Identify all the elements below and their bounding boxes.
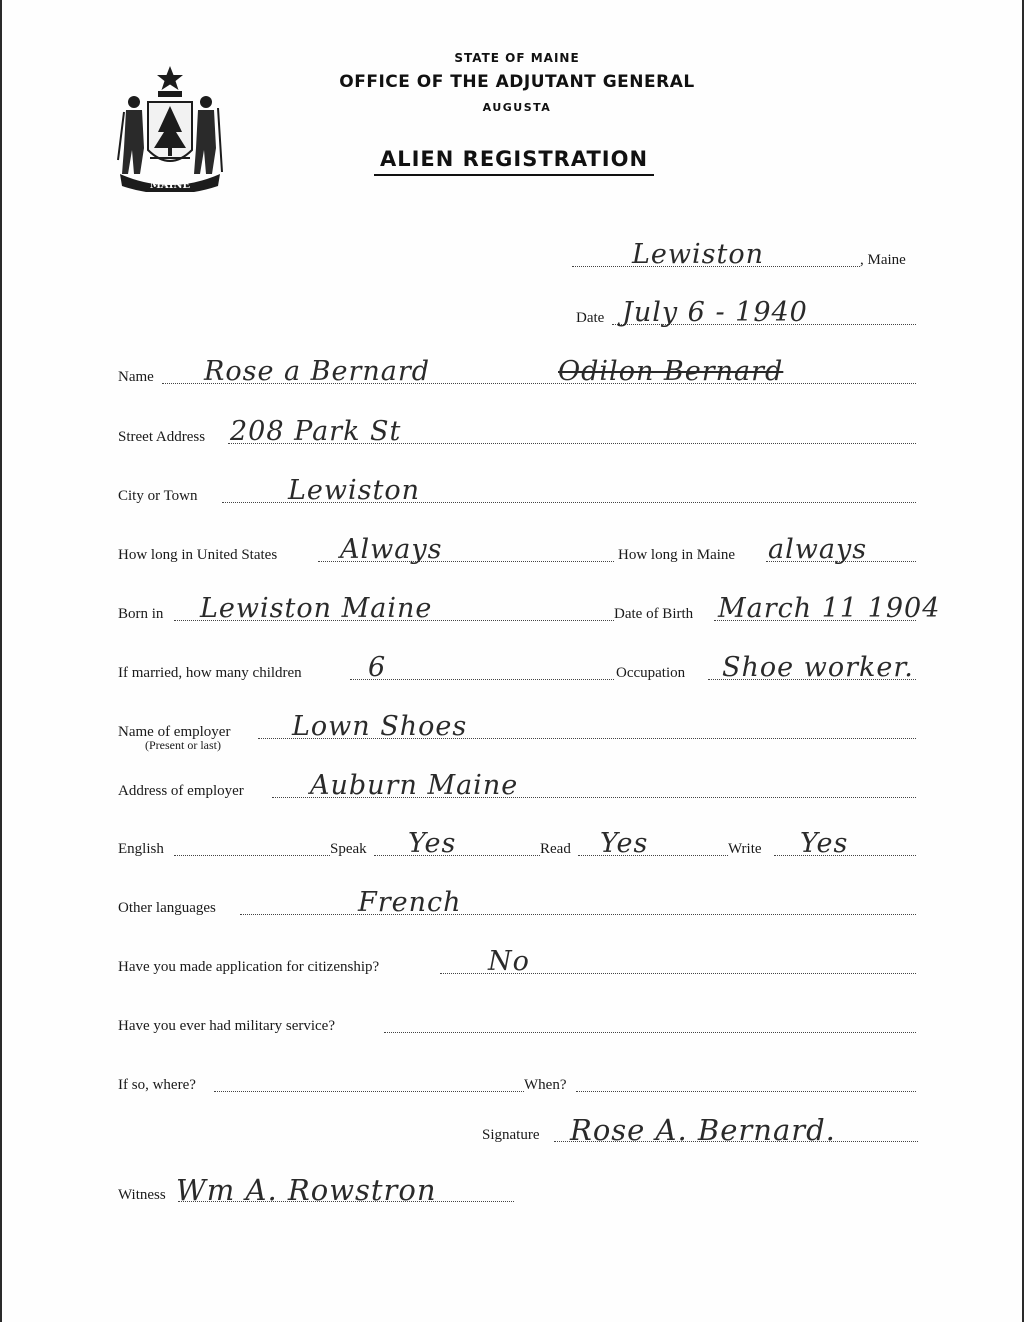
military-label: Have you ever had military service? — [118, 1018, 335, 1034]
date-label: Date — [576, 310, 605, 326]
english-dots — [174, 855, 330, 856]
speak-value[interactable]: Yes — [408, 828, 457, 859]
name-label: Name — [118, 369, 154, 385]
where-dots — [214, 1091, 524, 1092]
born-in-label: Born in — [118, 606, 164, 622]
citizenship-line — [118, 946, 916, 979]
employer-value[interactable]: Lown Shoes — [292, 711, 468, 742]
english-label: English — [118, 841, 164, 857]
name-value[interactable]: Rose a Bernard — [204, 356, 431, 387]
how-long-us-label: How long in United States — [118, 547, 278, 563]
other-languages-value[interactable]: French — [358, 887, 462, 918]
street-label: Street Address — [118, 429, 206, 445]
children-dots — [350, 679, 614, 680]
maine-state-seal-icon — [114, 62, 226, 192]
where-when-line — [118, 1073, 916, 1097]
speak-label: Speak — [330, 841, 367, 857]
city-label: City or Town — [118, 488, 198, 504]
write-value[interactable]: Yes — [800, 828, 849, 859]
where-label: If so, where? — [118, 1077, 196, 1093]
how-long-line — [118, 534, 916, 567]
dob-value[interactable]: March 11 1904 — [718, 593, 941, 624]
witness-line — [118, 1173, 514, 1207]
occupation-label: Occupation — [616, 665, 686, 681]
when-label: When? — [524, 1077, 567, 1093]
born-line — [118, 593, 941, 626]
children-value[interactable]: 6 — [368, 652, 387, 683]
military-dots — [384, 1032, 916, 1033]
dob-label: Date of Birth — [614, 606, 694, 622]
place-value[interactable]: Lewiston — [632, 239, 765, 270]
citizenship-label: Have you made application for citizenship? — [118, 959, 380, 975]
when-dots — [576, 1091, 916, 1092]
street-line — [118, 416, 916, 449]
speak-dots — [374, 855, 540, 856]
read-value[interactable]: Yes — [600, 828, 649, 859]
employer-line — [118, 711, 916, 744]
employer-label: Name of employer — [118, 724, 231, 740]
how-long-us-value[interactable]: Always — [340, 534, 443, 565]
other-languages-dots — [240, 914, 916, 915]
write-label: Write — [728, 841, 762, 857]
military-line — [118, 1014, 916, 1038]
read-label: Read — [540, 841, 571, 857]
how-long-maine-value[interactable]: always — [768, 534, 868, 565]
employer-sublabel: (Present or last) — [145, 738, 221, 752]
witness-value[interactable]: Wm A. Rowstron — [176, 1173, 437, 1207]
name-line — [118, 356, 916, 389]
seal-banner-text: MAINE — [149, 180, 191, 191]
english-line — [118, 828, 916, 861]
signature-line — [482, 1113, 918, 1147]
witness-label: Witness — [118, 1187, 166, 1203]
signature-value[interactable]: Rose A. Bernard. — [570, 1113, 836, 1147]
street-value[interactable]: 208 Park St — [230, 416, 402, 447]
place-label: , Maine — [860, 252, 906, 268]
form-title: ALIEN REGISTRATION — [374, 147, 654, 176]
place-line — [572, 239, 917, 272]
children-label: If married, how many children — [118, 665, 302, 681]
city-line — [118, 475, 916, 508]
signature-label: Signature — [482, 1127, 540, 1143]
citizenship-value[interactable]: No — [488, 946, 530, 977]
city-value[interactable]: Lewiston — [288, 475, 421, 506]
employer-address-line — [118, 770, 916, 803]
children-line — [118, 652, 938, 685]
other-languages-label: Other languages — [118, 900, 216, 916]
date-value[interactable]: July 6 - 1940 — [622, 297, 808, 328]
how-long-maine-label: How long in Maine — [618, 547, 736, 563]
employer-address-label: Address of employer — [118, 783, 244, 799]
other-languages-line — [118, 887, 916, 920]
header-state: STATE OF MAINE — [454, 51, 580, 65]
occupation-value[interactable]: Shoe worker. — [722, 652, 914, 683]
header-office: OFFICE OF THE ADJUTANT GENERAL — [339, 72, 695, 92]
header-city: AUGUSTA — [482, 101, 552, 114]
employer-address-value[interactable]: Auburn Maine — [310, 770, 519, 801]
name-struck-value: Odilon Bernard — [558, 356, 784, 387]
born-in-value[interactable]: Lewiston Maine — [200, 593, 433, 624]
date-line — [576, 297, 916, 330]
